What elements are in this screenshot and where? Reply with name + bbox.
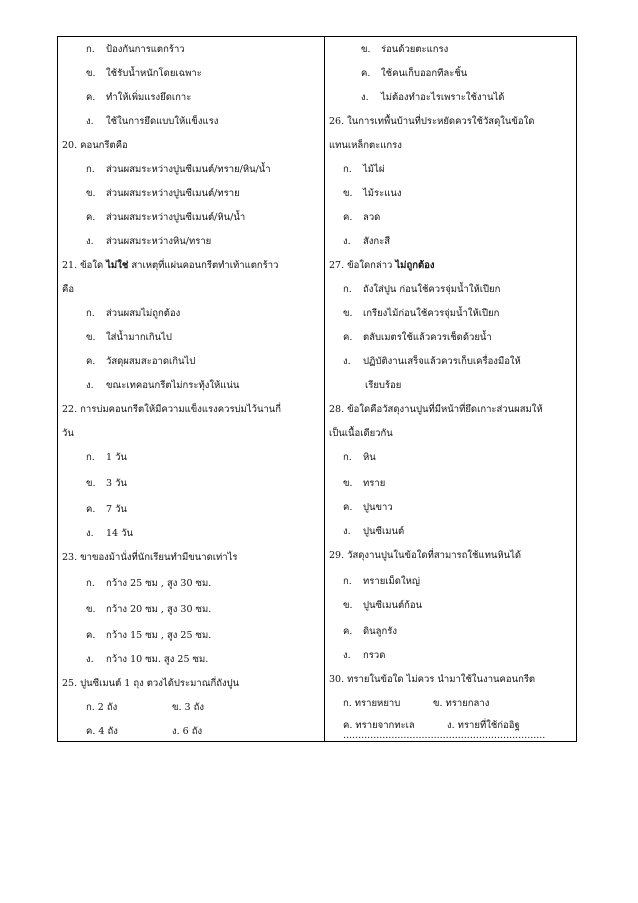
option-label: ข. (86, 478, 96, 489)
option-text: ปูนซีเมนต์ (363, 526, 405, 537)
q27-question (325, 255, 576, 277)
option-label: ง. (86, 654, 94, 665)
q30-question: 30. ทรายในข้อใด ไม่ควร นำมาใช้ในงานคอนกรีต (329, 674, 536, 685)
option-label: ก. (86, 308, 95, 319)
option-text: ใส่น้ำมากเกินไป (106, 332, 172, 343)
option-label: ง. (343, 650, 351, 661)
option-label: ก. (343, 452, 352, 463)
option-text: 1 วัน (106, 452, 127, 463)
q22-question-line2: วัน (62, 428, 74, 439)
q22-option-a (58, 447, 324, 469)
q30-option-d: ง. ทรายที่ใช้ก่ออิฐ (447, 720, 520, 731)
q25-option-c: ค. 4 ถัง (86, 726, 118, 737)
q22-option-c (58, 499, 324, 521)
q23-option-c (58, 625, 324, 647)
q27-option-a (325, 279, 576, 301)
q25-option-a: ก. 2 ถัง (86, 702, 118, 713)
q27-option-d (325, 351, 576, 373)
q25-tail-option-b (325, 39, 576, 61)
q21-emphasis: ไม่ใช่ (106, 260, 129, 271)
q27-option-d-continued: เรียบร้อย (365, 380, 402, 391)
q28-option-c (325, 497, 576, 519)
q30-option-c: ค. ทรายจากทะเล (343, 720, 415, 731)
option-text: ส่วนผสมไม่ถูกต้อง (106, 308, 181, 319)
option-label: ค. (361, 68, 371, 79)
option-label: ค. (86, 630, 96, 641)
q20-option-b (58, 183, 324, 205)
q22-option-b (58, 473, 324, 495)
q27-prefix: 27. ข้อใดกล่าว (329, 260, 396, 271)
q25-options-row-1 (58, 697, 324, 719)
option-text: ร่อนด้วยตะแกรง (381, 44, 449, 55)
option-label: ข. (86, 604, 96, 615)
option-text: วัสดุผสมสะอาดเกินไป (106, 356, 196, 367)
option-label: ข. (361, 44, 371, 55)
option-text: ส่วนผสมระหว่างหิน/ทราย (106, 236, 212, 247)
q21-question (58, 255, 324, 277)
option-label: ก. (86, 164, 95, 175)
option-label: ง. (86, 528, 94, 539)
option-text: ปูนขาว (363, 502, 393, 513)
option-label: ค. (343, 332, 353, 343)
option-text: ทำให้เพิ่มแรงยึดเกาะ (106, 92, 192, 103)
q19-option-a (58, 39, 324, 61)
q25-option-b: ข. 3 ถัง (172, 702, 204, 713)
q29-question: 29. วัสดุงานปูนในข้อใดที่สามารถใช้แทนหินได้ (329, 550, 522, 561)
q30-option-a: ก. ทรายหยาบ (343, 698, 401, 709)
q20-option-c (58, 207, 324, 229)
option-label: ค. (86, 212, 96, 223)
q26-question-line2: แทนเหล็กตะแกรง (329, 140, 402, 151)
option-label: ก. (86, 578, 95, 589)
option-text: ส่วนผสมระหว่างปูนซีเมนต์/ทราย/หิน/น้ำ (106, 164, 271, 175)
option-label: ก. (343, 284, 352, 295)
option-label: ง. (343, 356, 351, 367)
option-text: ใช้รับน้ำหนักโดยเฉพาะ (106, 68, 202, 79)
q25-question: 25. ปูนซีเมนต์ 1 ถุง ตวงได้ประมาณกี่ถังปูน (62, 678, 240, 689)
option-label: ข. (343, 478, 353, 489)
option-text: ปูนซีเมนต์ก้อน (363, 600, 423, 611)
q21-option-a (58, 303, 324, 325)
q19-option-c (58, 87, 324, 109)
option-text: 14 วัน (106, 528, 133, 539)
option-text: ปฏิบัติงานเสร็จแล้วควรเก็บเครื่องมือให้ (363, 356, 521, 367)
q21-option-d (58, 375, 324, 397)
q21-question-line2: คือ (62, 284, 75, 295)
option-text: กว้าง 25 ซม , สูง 30 ซม. (106, 578, 212, 589)
option-text: 7 วัน (106, 504, 127, 515)
option-text: ใช้ในการยึดแบบให้แข็งแรง (106, 116, 219, 127)
option-text: เกรียงไม้ก่อนใช้ควรจุ่มน้ำให้เปียก (363, 308, 500, 319)
q30-answer-blank: ................................................................... (343, 731, 546, 741)
q25-option-d: ง. 6 ถัง (172, 726, 203, 737)
option-text: หิน (363, 452, 376, 463)
q20-question: 20. คอนกรีตคือ (62, 140, 128, 151)
option-label: ก. (86, 452, 95, 463)
option-label: ค. (343, 502, 353, 513)
option-label: ง. (343, 526, 351, 537)
q29-option-a (325, 571, 576, 593)
option-label: ค. (343, 626, 353, 637)
option-text: ขณะเทคอนกรีตไม่กระทุ้งให้แน่น (106, 380, 240, 391)
option-label: ค. (86, 504, 96, 515)
q26-option-d (325, 231, 576, 253)
option-text: ไม่ต้องทำอะไรเพราะใช้งานได้ (381, 92, 505, 103)
option-label: ค. (86, 356, 96, 367)
q27-option-b (325, 303, 576, 325)
q26-option-b (325, 183, 576, 205)
q22-option-d (58, 523, 324, 545)
q19-option-b (58, 63, 324, 85)
q21-option-c (58, 351, 324, 373)
q21-option-b (58, 327, 324, 349)
q23-option-d (58, 649, 324, 671)
option-text: กรวด (363, 650, 386, 661)
option-text: ไม้ไผ่ (363, 164, 385, 175)
q30-option-b: ข. ทรายกลาง (433, 698, 490, 709)
option-label: ข. (343, 188, 353, 199)
q27-emphasis: ไม่ถูกต้อง (395, 260, 435, 271)
q20-option-a (58, 159, 324, 181)
option-text: ทรายเม็ดใหญ่ (363, 576, 420, 587)
option-label: ข. (343, 600, 353, 611)
q29-option-d (325, 645, 576, 667)
option-text: กว้าง 15 ซม , สูง 25 ซม. (106, 630, 212, 641)
q21-suffix: สาเหตุที่แผ่นคอนกรีตทำเท้าแตกร้าว (128, 260, 279, 271)
q28-option-d (325, 521, 576, 543)
option-text: ถังใส่ปูน ก่อนใช้ควรจุ่มน้ำให้เปียก (363, 284, 501, 295)
q26-question: 26. ในการเทพื้นบ้านที่ประหยัดควรใช้วัสดุในข้อใด (329, 116, 535, 127)
option-text: สังกะสี (363, 236, 391, 247)
option-label: ข. (86, 332, 96, 343)
exam-sheet (57, 36, 577, 742)
option-label: ง. (86, 236, 94, 247)
q25-tail-option-c (325, 63, 576, 85)
q25-options-row-2 (58, 721, 324, 743)
q28-question-line2: เป็นเนื้อเดียวกัน (329, 428, 393, 439)
option-label: ก. (86, 44, 95, 55)
option-label: ง. (86, 116, 94, 127)
q26-option-a (325, 159, 576, 181)
option-label: ง. (86, 380, 94, 391)
q20-option-d (58, 231, 324, 253)
option-label: ค. (343, 212, 353, 223)
q23-option-b (58, 599, 324, 621)
q23-question: 23. ขาของม้านั่งที่นักเรียนทำมีขนาดเท่าไร (62, 552, 238, 563)
option-label: ง. (343, 236, 351, 247)
option-label: ก. (343, 576, 352, 587)
q30-options-row-1 (325, 693, 576, 715)
q27-option-c (325, 327, 576, 349)
option-label: ข. (343, 308, 353, 319)
q29-option-c (325, 621, 576, 643)
q25-tail-option-d (325, 87, 576, 109)
option-label: ง. (361, 92, 369, 103)
option-label: ข. (86, 188, 96, 199)
option-text: ใช้คนเก็บออกทีละชิ้น (381, 68, 468, 79)
option-text: 3 วัน (106, 478, 127, 489)
q23-option-a (58, 573, 324, 595)
q28-option-b (325, 473, 576, 495)
q26-option-c (325, 207, 576, 229)
left-column (58, 37, 324, 741)
q21-prefix: 21. ข้อใด (62, 260, 107, 271)
option-text: ดินลูกรัง (363, 626, 397, 637)
q19-option-d (58, 111, 324, 133)
option-text: ลวด (363, 212, 381, 223)
option-text: กว้าง 10 ซม. สูง 25 ซม. (106, 654, 209, 665)
option-text: ป้องกันการแตกร้าว (106, 44, 185, 55)
option-label: ข. (86, 68, 96, 79)
option-text: กว้าง 20 ซม , สูง 30 ซม. (106, 604, 212, 615)
option-text: ไม้ระแนง (363, 188, 402, 199)
option-text: ส่วนผสมระหว่างปูนซีเมนต์/ทราย (106, 188, 240, 199)
option-label: ค. (86, 92, 96, 103)
q28-question: 28. ข้อใดคือวัสดุงานปูนที่มีหน้าที่ยึดเกาะส่วนผสมให้ (329, 404, 543, 415)
q29-option-b (325, 595, 576, 617)
option-text: ทราย (363, 478, 386, 489)
option-text: ส่วนผสมระหว่างปูนซีเมนต์/หิน/น้ำ (106, 212, 246, 223)
option-text: ตลับเมตรใช้แล้วควรเช็ดด้วยน้ำ (363, 332, 492, 343)
option-label: ก. (343, 164, 352, 175)
right-column (325, 37, 576, 741)
q22-question: 22. การบ่มคอนกรีตให้มีความแข็งแรงควรบ่มไว้นานกี่ (62, 404, 282, 415)
q28-option-a (325, 447, 576, 469)
